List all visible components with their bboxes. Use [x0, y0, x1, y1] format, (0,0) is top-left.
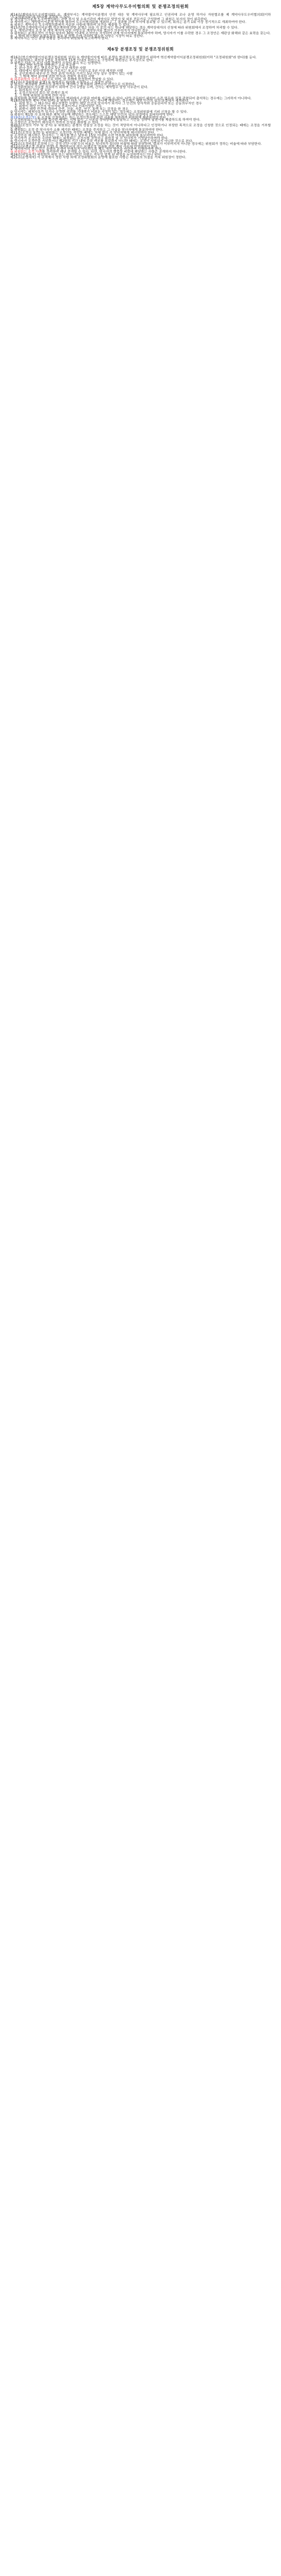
list-item: 1. 회의록의 작성 및 보관 [15, 89, 51, 93]
paragraph: ③ 조정위원회의 사무를 처리하기 위하여 간사 1명을 두며, 간사는 계약업무 담당 사무관이 된다. [10, 86, 148, 90]
paragraph: ④ 당사자가 조정안을 거부하거나 제2항의 기간 내에 수락 여부를 통보하지 아니한 때에는 조정이 성립되지 아니한 것으로 본다. [10, 139, 193, 143]
list-item: 5. 그 밖에 계약 분야에 관한 학식과 경험이 풍부한 사람 [15, 75, 94, 79]
paragraph: ③ 당사자가 조정안을 수락한 때에는 위원회는 조정서를 작성하고 위원장 및 각 당사자가 기명날인하여야 한다. [10, 137, 169, 140]
article-block-b [10, 57, 271, 159]
list-item: 3. 위원이 해당 안건에 대하여 증언, 진술, 자문, 연구, 용역 또는 감정을 한 경우 [15, 107, 129, 111]
paragraph: 제25조(운영세칙) 이 규칙에서 정한 사항 외에 조정위원회의 운영에 필요한 사항은 위원회의 의결을 거쳐 위원장이 정한다. [10, 156, 187, 159]
paragraph: 제23조(분쟁조정 결과의 반영) ① 계약부서의 장은 분쟁조정 결과를 관련 계약 사무에 반영하여야 한다. [10, 145, 158, 149]
paragraph: ③ 위원은 다음 각 호의 사람 중에서 시장이 위촉 또는 임명한다. [10, 61, 102, 65]
paragraph: 제17조(조정위원회 운영) ① 위원장은 회의를 소집하고 그 의장이 된다. [10, 80, 113, 84]
paragraph: ④ 위원은 계약사무 도우미협의회에서 자문한 사항에 대하여 의견을 제출할 수 있다. [10, 24, 130, 28]
paragraph: 제16조(혁신계약불이익분쟁조정위원회 설치) ① 계약불이익에 따른 분쟁을 합리적으로 해결하기 위하여 혁신계약불이익분쟁조정위원회(이하 "조정위원회"라 한다)를 둔다. [10, 56, 257, 60]
list-item: 2. 판사·검사 또는 변호사로 5년 이상 재직한 사람 [15, 67, 86, 71]
list-item: 3. 대학에서 법학·행정학을 가르치는 부교수 이상으로 5년 이상 재직한 사람 [15, 70, 124, 74]
list-item: 2. 조정신청서의 접수 및 관계인 통지 [15, 91, 68, 95]
paragraph: 제21조(조정의 효력) ① 위원회는 조정안을 작성한 때에는 지체 없이 각 당사자에게 제시하여야 한다. [10, 131, 155, 135]
highlighted-text: ③ 위원회는 조정 사례 [10, 150, 42, 154]
paragraph: ② 회의는 재적위원 과반수의 출석으로 개의하고 출석위원 과반수의 찬성으로 의결한다. [10, 83, 136, 87]
paragraph: ③ 계약부서는 계약불이익분쟁 방지를 위하여 도우미협의회를 개최하고 그 결과를 관계 부서에 통보할 수 있으며, 회의는 분기 1회 이상 정기적으로 개최하여야 한다. [10, 21, 247, 25]
paragraph: 제24조(비밀유지) 위원회의 위원 또는 위원이었던 사람은 직무상 알게 된 비밀을 누설하여서는 아니 된다. [10, 153, 162, 157]
chapter-title: 제5장 계약사무도우미협의회 및 분쟁조정의원회 [92, 4, 189, 9]
paragraph: 제19조(조정신청) ① 조정을 신청하려는 자는 조정신청서에 관련 서류를 첨부하여 위원회에 제출하여야 한다. [10, 116, 167, 120]
paragraph: 제15조(혁신계약불이익분쟁) 혁신계약에 관한 분쟁은 다음 각 호의 어느 하나에 해당하는 경우 계약상대자의 신청에 따라 위원회에서 조정하여 처리할 수 있다. [10, 26, 239, 30]
paragraph: ② 위원회는 조정 중 당사자가 소를 제기한 때에는 조정을 중지하고 그 사실을 당사자에게 통보하여야 한다. [10, 129, 164, 133]
paragraph: 제18조(위원의 제척·기피·회피) ① 위원이 다음 각 호의 어느 하나에 해당하는 경우에는 해당 안건의 심의·의결에서 제척된다. [10, 99, 189, 103]
paragraph: ② 조정안을 제시받은 당사자는 그 제시를 받은 날부터 15일 이내에 수락 여부를 위원회에 통보하여야 한다. [10, 134, 165, 138]
list-item: 2. 위원이 해당 안건의 당사자와 친족이거나 친족이었던 경우 [15, 105, 102, 109]
list-item: 1. 계약 관련 업무를 담당하는 소속 공무원 [15, 64, 75, 68]
highlighted-text: 제19조(조정신청) [10, 116, 37, 120]
section-title: 제6장 분쟁조정 및 분쟁조정위원회 [107, 46, 174, 52]
paragraph: ③ 위원회는 조정 사례를 정리하여 매년 공개할 수 있다. 다만, 당사자의 영업상 비밀에 해당하는 사항은 공개하지 아니한다. [10, 150, 187, 154]
paragraph: 제14조(계약사무도우미협의회) ① 계약부서는 계약불이익분쟁의 안전 대응 및 계약사무에 필요하고 인권리에 조나 운영 하거나 자원협조를 제 계약사무도우미협의회(이하 "도우미협의회"라 한다)를 설치할 수 있다. [10, 13, 271, 19]
paragraph: ③ 위원이 제1항 각 호에 따른 제척 사유에 해당하는 경우에는 스스로 해당 안건의 심의·의결에서 회피하여야 한다. [10, 113, 174, 117]
paragraph: ② 계약불이익분쟁 도우미협의회는 관련 부서 및 소속기관의 계약사무 담당자 및 외부 전문가로 구성하며 그 위원은 부서의 장이 위촉한다. [10, 18, 208, 22]
highlighted-text: ④ 위촉위원의 임기는 2년 [10, 77, 47, 81]
paragraph: ④ 위원회에 출석한 위원에게는 예산의 범위에서 수당과 여비를 지급할 수 있다. 다만 공무원인 위원이 소관 업무와 직접 관련되어 출석하는 경우에는 그러하지 아니하다. [10, 97, 252, 101]
paragraph: ② 조정위원회는 신청서를 접수한 때에는 지체 없이 그 사본을 상대방에게 송달하고 기간을 정하여 답변서를 제출하도록 하여야 한다. [10, 118, 201, 122]
paragraph: ② 조정위원회는 위원장 1명을 포함하여 15명 이내의 위원으로 구성하며 위원장은 부시장으로 한다. [10, 58, 154, 62]
paragraph: ② 1. 계약금액의 조정 및 계약 해지에 관한 사항으로 계약부서와 협의가 이루어지지 아니한 경우 [10, 29, 148, 33]
paragraph: ③ 신청인은 조정안이 제시되기 전까지 신청을 취하할 수 있다. [10, 121, 99, 125]
list-item: 1. 위원 또는 그 배우자나 배우자였던 사람이 해당 안건의 당사자가 되거나 그 안건의 당사자와 공동권리자 또는 공동의무자인 경우 [15, 102, 202, 106]
paragraph: ⑤ 계약부서는 연간 분쟁 현황을 정리하여 위원회에 보고하여야 한다. [10, 37, 109, 41]
paragraph: ③ 위원회는 분쟁조정이 신청된 날부터 30일 이내에 조정안을 작성하여 관계 당사자에게 통보하여야 하며, 당사자가 이를 수락한 경우 그 조정안은 재판상 화해와 같은 효력을 갖는다. [10, 31, 271, 35]
paragraph: ④ 위촉위원의 임기는 2년으로 하며, 한 차례에 한정하여 연임할 수 있다. [10, 77, 115, 81]
paragraph: ② 당사자는 제척사유가 있거나 공정한 심의를 기대하기 어려운 사정이 있는 경우에는 조정위원회에 기피 신청을 할 수 있다. [10, 110, 188, 114]
paragraph: 제22조(조정비용) 조정에 드는 감정·진단·시험 등의 비용은 당사자가 합의한 비율에 따라 부담하며, 합의가 이루어지지 아니한 경우에는 위원회가 정하는 비율에 따라 부담한다. [10, 142, 262, 146]
paragraph: ② 계약부서의 장은 같은 유형의 분쟁이 반복되지 아니하도록 제도 개선 방안을 마련하여 시행하여야 한다. [10, 148, 162, 152]
list-item: 4. 공인회계사·세무사 등 관련 분야 자격을 가지고 5년 이상 실무 경력이 있는 사람 [15, 72, 133, 76]
paragraph: 제20조(조정의 거부 및 중지) ① 위원회는 분쟁의 성질상 조정을 하는 것이 적당하지 아니하다고 인정하거나 부당한 목적으로 조정을 신청한 것으로 인정되는 때에는 조정을 거부할 수 있다. [10, 124, 271, 130]
paragraph: ④ 그 밖에 혁신계약 분쟁조정의 절차 및 방법 등에 관하여 필요한 사항은 시장이 따로 정한다. [10, 34, 144, 38]
article-block-a [10, 15, 271, 40]
list-item: 3. 그 밖에 위원회 운영에 관한 사무 [15, 94, 66, 98]
